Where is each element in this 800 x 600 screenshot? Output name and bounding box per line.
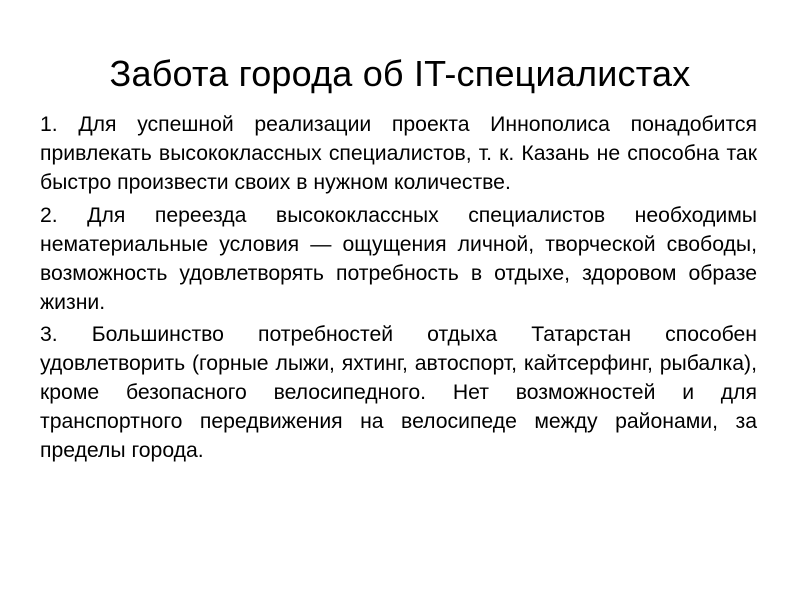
- slide-title: Забота города об IT-специалистах: [109, 53, 691, 94]
- paragraph-1: 1. Для успешной реализации проекта Иннополиса понадобится привлекать высококлассных специалистов, т. к. Казань не способна так быстро произвести своих в нужном количестве.: [40, 113, 757, 194]
- slide-body: [40, 110, 757, 469]
- paragraph-2: 2. Для переезда высококлассных специалистов необходимы нематериальные условия — ощущения личной, творческой свободы, возможность удовлетворять потребность в отдыхе, здоровом образе жизни.: [40, 204, 757, 314]
- paragraph-3: 3. Большинство потребностей отдыха Татарстан способен удовлетворить (горные лыжи, яхтинг, автоспорт, кайтсерфинг, рыбалка), кроме безопасного велосипедного. Нет возможностей и для транспортного передвижения на велосипеде между районами, за пределы города.: [40, 323, 757, 462]
